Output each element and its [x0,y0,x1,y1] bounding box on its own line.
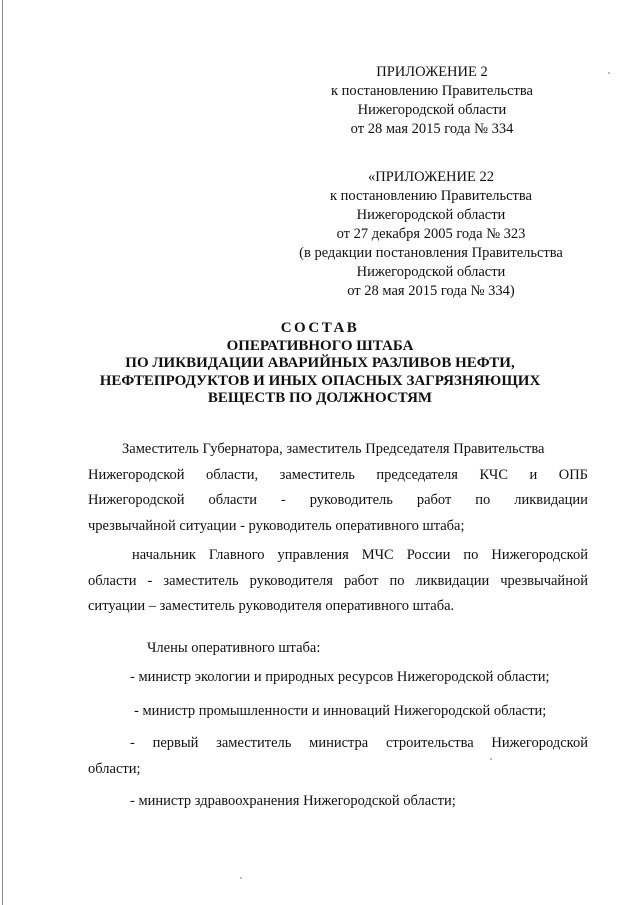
member-item-construction [88,731,588,782]
word: по [475,492,491,508]
members-heading: Члены оперативного штаба: [147,640,321,656]
paragraph-deputy-head [88,543,588,620]
paragraph-2-line-3: ситуации – заместитель руководителя оперативного штаба. [88,598,455,614]
word: области [88,572,137,589]
word: ликвидации [514,492,588,508]
member-item-construction-line-2: области; [88,760,141,777]
word: работ [416,492,452,508]
word: Нижегородской [491,735,588,751]
word: ОПБ [558,466,588,483]
word: области, [206,466,259,483]
word: руководитель [309,492,393,508]
word: Главного [208,547,265,563]
word: председателя [376,466,458,483]
word: Нижегородской [88,492,185,508]
word: заместитель [216,735,292,751]
paragraph-1-line-2 [88,463,588,489]
word: КЧС [479,466,509,483]
title-line-4: НЕФТЕПРОДУКТОВ И ИНЫХ ОПАСНЫХ ЗАГРЯЗНЯЮЩИХ [99,372,541,389]
document-title [80,320,560,408]
paragraph-head-of-staff [88,437,588,539]
word: - [147,572,153,589]
word: заместитель [279,466,355,483]
paragraph-1-line-4: чрезвычайной ситуации - руководитель оперативного штаба; [88,517,465,534]
word: области [208,492,257,508]
member-item-industry: - министр промышленности и инноваций Нижегородской области; [134,703,547,719]
appendix-22-header [280,168,582,301]
scan-edge-line [2,0,3,905]
scan-speck [608,72,610,74]
word: заместитель [163,572,239,589]
title-line-2: ОПЕРАТИВНОГО ШТАБА [226,337,414,354]
scan-speck [490,758,492,760]
appendix-22-region: Нижегородской области [356,207,506,223]
paragraph-2-line-2 [88,569,588,595]
word: Нижегородской [491,547,588,563]
word: МЧС [361,547,394,563]
word: начальник [132,547,196,563]
paragraph-1-line-1: Заместитель Губернатора, заместитель Председателя Правительства [122,441,545,457]
word: министра [309,735,369,751]
title-line-3: ПО ЛИКВИДАЦИИ АВАРИЙНЫХ РАЗЛИВОВ НЕФТИ, [125,355,515,371]
word: - [130,735,135,751]
word: Нижегородской [88,466,185,483]
appendix-22-date: от 27 декабря 2005 года № 323 [336,226,526,242]
paragraph-2-line-1 [88,543,588,569]
word: руководителя [249,572,333,589]
scan-speck [240,877,242,879]
title-line-1: СОСТАВ [280,320,360,336]
appendix-2-header [300,63,564,139]
appendix-22-resolution: к постановлению Правительства [330,188,532,204]
appendix-22-edition-date: от 28 мая 2015 года № 334) [347,283,515,299]
word: и [529,466,538,483]
word: управления [277,547,349,563]
word: России [406,547,451,563]
word: первый [152,735,199,751]
appendix-2-region: Нижегородской области [357,102,507,118]
word: работ [343,572,379,589]
word: по [389,572,405,589]
member-item-health: - министр здравоохранения Нижегородской области; [130,793,456,809]
word: по [463,547,479,563]
title-line-5: ВЕЩЕСТВ ПО ДОЛЖНОСТЯМ [207,390,433,406]
appendix-22-title: «ПРИЛОЖЕНИЕ 22 [368,169,494,185]
word: чрезвычайной [500,572,588,589]
word: ликвидации [415,572,490,589]
word: - [280,492,286,508]
appendix-22-edition: (в редакции постановления Правительства [299,245,563,261]
member-item-construction-line-1 [88,731,588,757]
paragraph-1-line-3 [88,488,588,514]
appendix-2-date: от 28 мая 2015 года № 334 [350,121,514,137]
member-item-ecology: - министр экологии и природных ресурсов Нижегородской области; [130,669,550,685]
word: строительства [385,735,474,751]
appendix-2-resolution: к постановлению Правительства [331,83,533,99]
appendix-2-title: ПРИЛОЖЕНИЕ 2 [376,64,488,80]
appendix-22-edition-region: Нижегородской области [356,264,506,280]
